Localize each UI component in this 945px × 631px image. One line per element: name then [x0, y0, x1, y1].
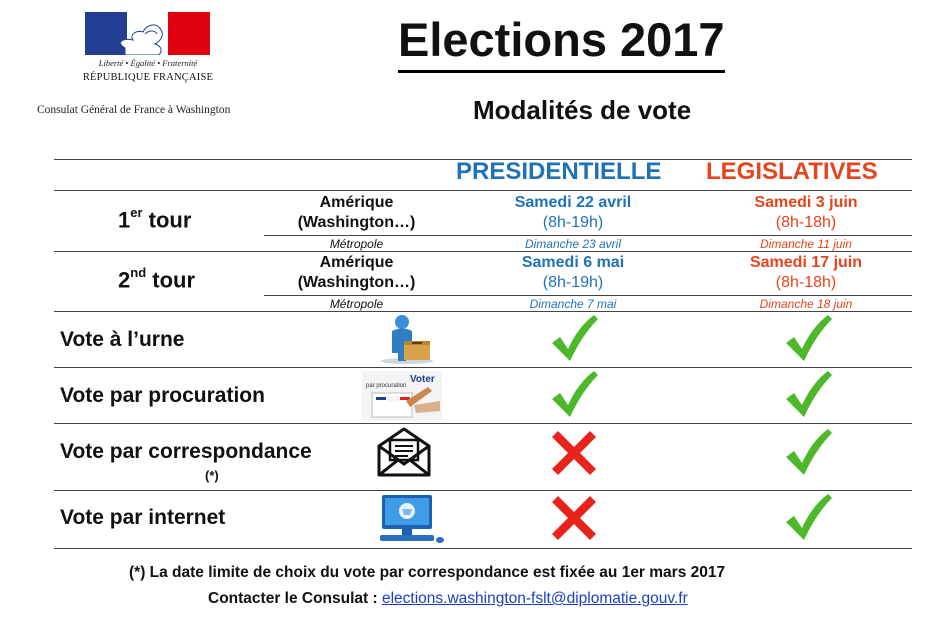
check-icon	[548, 369, 600, 421]
tour-1-pres-date: Samedi 22 avril	[514, 194, 632, 211]
tour-2-location: Amérique (Washington…)	[297, 254, 416, 291]
contact-label: Contacter le Consulat :	[208, 590, 382, 607]
republic-motto: Liberté • Égalité • Fraternité	[98, 58, 198, 68]
tour-1-pres-hours: (8h-19h)	[542, 214, 604, 231]
table-rule	[54, 311, 912, 312]
envelope-icon	[376, 426, 432, 478]
contact-email-link[interactable]: elections.washington-fslt@diplomatie.gouv.fr	[381, 590, 688, 607]
check-icon	[782, 369, 834, 421]
computer-icon	[376, 493, 446, 545]
table-rule	[54, 490, 912, 491]
mode-label-correspondance: Vote par correspondance	[60, 440, 312, 463]
table-rule	[54, 190, 912, 191]
mode-label-urne: Vote à l’urne	[60, 328, 185, 351]
tour-1-pres-metro: Dimanche 23 avril	[524, 237, 622, 251]
cross-icon	[548, 427, 600, 479]
tour-2-label: 2nd tour	[118, 265, 196, 293]
check-icon	[782, 492, 834, 544]
ballot-box-icon	[378, 313, 436, 365]
tour-2-leg-hours: (8h-18h)	[775, 274, 837, 291]
tour-2-pres-metro: Dimanche 7 mai	[529, 297, 617, 311]
proxy-icon-text-procuration: par procuration	[366, 383, 407, 389]
correspondance-note-marker: (*)	[205, 468, 219, 483]
cross-icon	[548, 492, 600, 544]
tour-2-pres-date: Samedi 6 mai	[521, 254, 625, 271]
table-rule	[264, 235, 912, 236]
proxy-vote-icon	[362, 371, 442, 421]
column-header-legislatives: LEGISLATIVES	[706, 158, 878, 185]
footer-note: (*) La date limite de choix du vote par correspondance est fixée au 1er mars 2017	[129, 564, 726, 581]
tour-2-metro-label: Métropole	[329, 297, 384, 311]
table-rule	[54, 251, 912, 252]
check-icon	[548, 313, 600, 365]
tour-2-leg-date: Samedi 17 juin	[749, 254, 863, 271]
tour-2-pres-hours: (8h-19h)	[542, 274, 604, 291]
tour-1-location: Amérique (Washington…)	[297, 194, 416, 231]
marianne-logo	[85, 12, 210, 55]
table-rule	[54, 367, 912, 368]
table-rule	[54, 548, 912, 549]
table-rule	[54, 423, 912, 424]
table-rule	[264, 295, 912, 296]
consulate-name: Consulat Général de France à Washington	[37, 104, 231, 116]
footer-contact	[208, 590, 688, 608]
mode-label-procuration: Vote par procuration	[60, 384, 265, 407]
proxy-icon-text-voter: Voter	[410, 374, 435, 385]
tour-1-metro-label: Métropole	[329, 237, 384, 251]
tour-1-label: 1er tour	[118, 205, 192, 233]
tour-1-leg-date: Samedi 3 juin	[754, 194, 858, 211]
check-icon	[782, 427, 834, 479]
check-icon	[782, 313, 834, 365]
mode-label-internet: Vote par internet	[60, 506, 226, 529]
column-header-presidentielle: PRESIDENTIELLE	[456, 158, 662, 185]
page-title: Elections 2017	[398, 10, 725, 73]
tour-1-leg-metro: Dimanche 11 juin	[760, 237, 852, 251]
tour-2-leg-metro: Dimanche 18 juin	[759, 297, 853, 311]
page-subtitle: Modalités de vote	[473, 95, 692, 125]
republic-name: RÉPUBLIQUE FRANÇAISE	[82, 72, 214, 83]
tour-1-leg-hours: (8h-18h)	[775, 214, 837, 231]
